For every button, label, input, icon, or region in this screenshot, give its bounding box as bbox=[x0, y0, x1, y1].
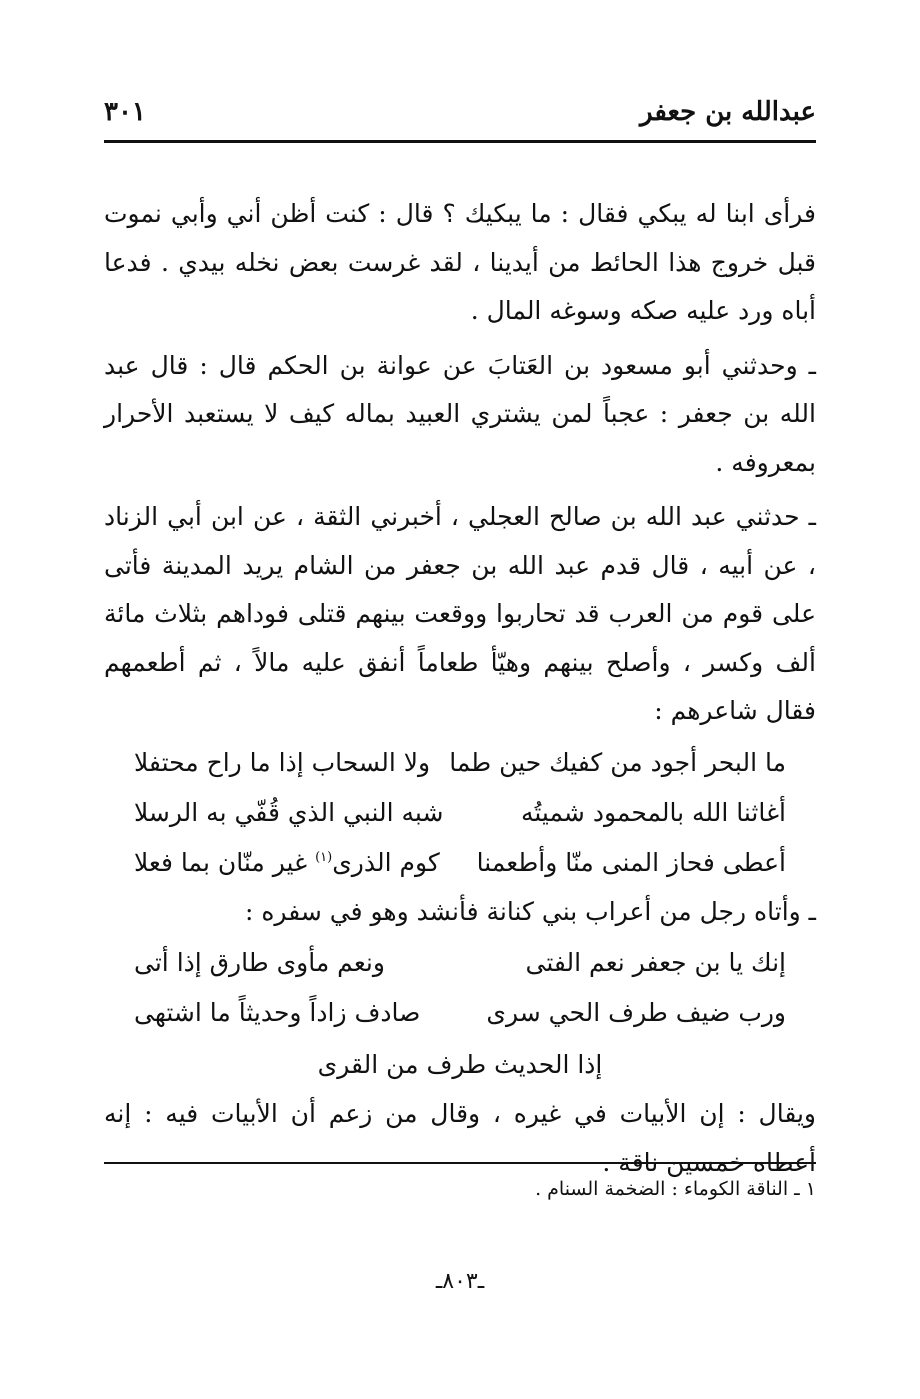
paragraph: فرأى ابنا له يبكي فقال : ما يبكيك ؟ قال : كنت أظن أني وأبي نموت قبل خروج هذا الحائط من أيدينا ، لقد غرست بعض نخله بيدي . فدعا أباه ورد عليه صكه وسوغه المال . bbox=[104, 199, 816, 325]
verse-line bbox=[134, 788, 786, 838]
poem-block bbox=[134, 938, 786, 1090]
header-rule bbox=[104, 140, 816, 143]
verse-first-hemistich: ورب ضيف طرف الحي سرى bbox=[486, 998, 786, 1027]
verse-line bbox=[134, 738, 786, 788]
verse-second-hemistich: ولا السحاب إذا ما راح محتفلا bbox=[134, 747, 431, 777]
paragraph: ويقال : إن الأبيات في غيره ، وقال من زعم أن الأبيات فيه : إنه أعطاه خمسين ناقة . bbox=[104, 1099, 816, 1177]
verse-first-hemistich: أعطى فحاز المنى منّا وأطعمنا bbox=[476, 847, 786, 877]
running-header-title: عبدالله بن جعفر bbox=[640, 97, 816, 127]
paragraph: ـ حدثني عبد الله بن صالح العجلي ، أخبرني الثقة ، عن ابن أبي الزناد ، عن أبيه ، قال قدم عبد الله بن جعفر من الشام يريد المدينة فأتى على قوم من العرب قد تحاربوا ووقعت بينهم قتلى فوداهم بثلاث مائة ألف وكسر ، وأصلح بينهم وهيّأ طعاماً أنفق عليه مالاً ، ثم أطعمهم فقال شاعرهم : bbox=[104, 502, 816, 725]
verse-line bbox=[134, 838, 786, 888]
verse-first-hemistich: ما البحر أجود من كفيك حين طما bbox=[449, 747, 786, 777]
verse-first-hemistich: إنك يا بن جعفر نعم الفتى bbox=[525, 948, 786, 977]
running-header bbox=[104, 92, 816, 136]
verse-second-hemistich: شبه النبي الذي قُفّي به الرسلا bbox=[134, 797, 444, 827]
verse-second-hemistich bbox=[134, 838, 440, 888]
verse-line bbox=[134, 938, 786, 988]
verse-text: كوم الذرى bbox=[332, 847, 440, 877]
verse-second-hemistich: ونعم مأوى طارق إذا أتى bbox=[134, 948, 385, 977]
body-text bbox=[104, 190, 816, 1187]
verse-second-hemistich: صادف زاداً وحديثاً ما اشتهى bbox=[134, 998, 421, 1027]
footnote: ١ ـ الناقة الكوماء : الضخمة السنام . bbox=[535, 1178, 816, 1200]
verse-line bbox=[134, 988, 786, 1038]
verse-line-centered: إذا الحديث طرف من القرى bbox=[317, 1050, 603, 1079]
running-header-page-number: ٣٠١ bbox=[104, 97, 146, 127]
verse-first-hemistich: أغاثنا الله بالمحمود شميتُه bbox=[520, 797, 786, 827]
footnote-marker: (١) bbox=[315, 849, 333, 865]
poem-block bbox=[134, 738, 786, 888]
paragraph: ـ وأتاه رجل من أعراب بني كنانة فأنشد وهو في سفره : bbox=[244, 896, 816, 926]
verse-text: غير منّان بما فعلا bbox=[134, 847, 316, 877]
footnote-rule bbox=[104, 1162, 816, 1164]
paragraph: ـ وحدثني أبو مسعود بن العَتابَ عن عوانة بن الحكم قال : قال عبد الله بن جعفر : عجباً لمن يشتري العبيد بماله كيف لا يستعبد الأحرار بمعروفه . bbox=[104, 350, 816, 477]
footer-page-number: ـ٨٠٣ـ bbox=[435, 1269, 485, 1294]
